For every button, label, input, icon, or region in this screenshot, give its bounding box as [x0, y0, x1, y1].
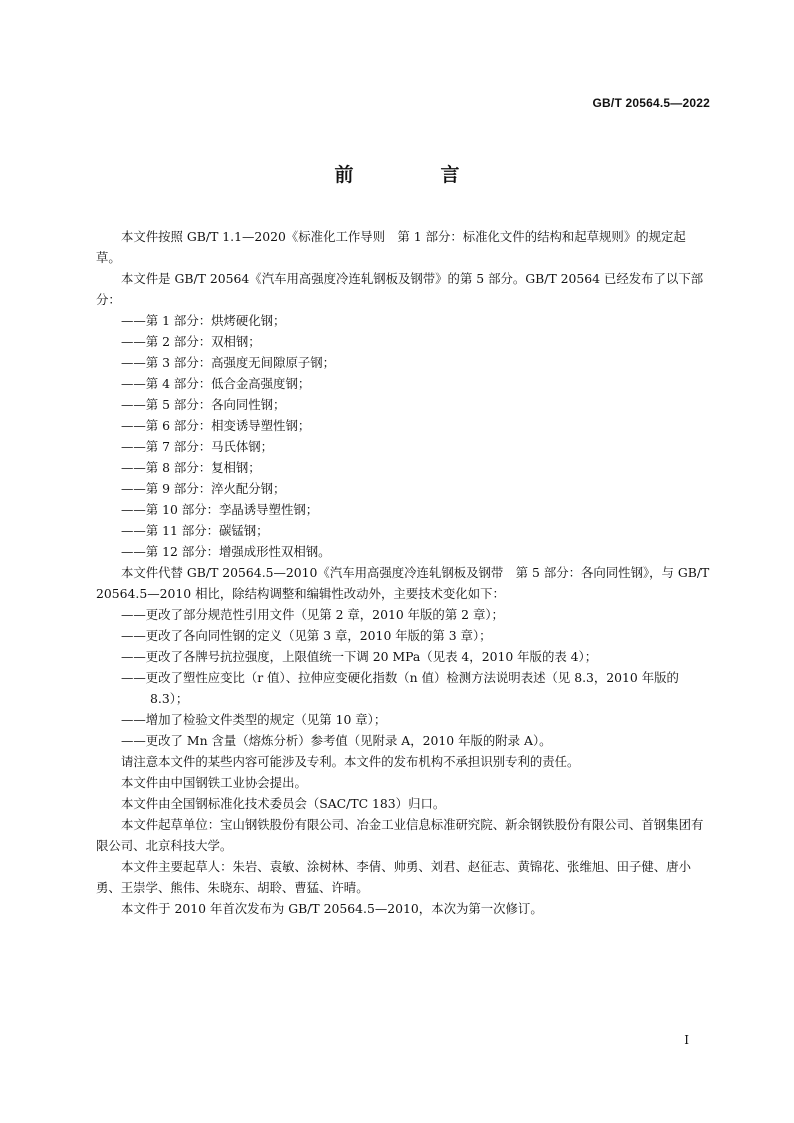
paragraph-drafting-units: 本文件起草单位：宝山钢铁股份有限公司、冶金工业信息标准研究院、新余钢铁股份有限公司、首钢集团有限公司、北京科技大学。: [96, 817, 704, 853]
list-item: ——更改了塑性应变比（r 值）、拉伸应变硬化指数（n 值）检测方法说明表述（见 8.3，2010 年版的 8.3）；: [121, 670, 679, 706]
page-number: I: [684, 1033, 689, 1047]
list-item: ——第 6 部分：相变诱导塑性钢；: [121, 418, 311, 433]
list-item: ——第 12 部分：增强成形性双相钢。: [121, 544, 331, 559]
list-item: ——更改了 Mn 含量（熔炼分析）参考值（见附录 A，2010 年版的附录 A）。: [121, 733, 552, 748]
list-item: ——更改了各向同性钢的定义（见第 3 章，2010 年版的第 3 章）；: [121, 628, 492, 643]
list-item: ——第 1 部分：烘烤硬化钢；: [121, 313, 286, 328]
page-title: 前 言: [334, 164, 494, 186]
paragraph-proposer: 本文件由中国钢铁工业协会提出。: [121, 775, 307, 790]
changes-list: [96, 604, 710, 751]
list-item: ——第 9 部分：淬火配分钢；: [121, 481, 286, 496]
foreword-body: [96, 226, 710, 919]
list-item: ——增加了检验文件类型的规定（见第 10 章）；: [121, 712, 387, 727]
list-item: ——第 5 部分：各向同性钢；: [121, 397, 286, 412]
paragraph-revision-history: 本文件于 2010 年首次发布为 GB/T 20564.5—2010，本次为第一次修订。: [121, 901, 543, 916]
paragraph-replacement: 本文件代替 GB/T 20564.5—2010《汽车用高强度冷连轧钢板及钢带 第 5 部分：各向同性钢》，与 GB/T 20564.5—2010 相比，除结构调整和编辑性改动外，主要技术变化如下：: [96, 565, 710, 601]
paragraph-patent-notice: 请注意本文件的某些内容可能涉及专利。本文件的发布机构不承担识别专利的责任。: [121, 754, 580, 769]
list-item: ——更改了各牌号抗拉强度，上限值统一下调 20 MPa（见表 4，2010 年版的表 4）；: [121, 649, 598, 664]
paragraph-series-parts: 本文件是 GB/T 20564《汽车用高强度冷连轧钢板及钢带》的第 5 部分。GB/T 20564 已经发布了以下部分：: [96, 271, 704, 307]
list-item: ——第 11 部分：碳锰钢；: [121, 523, 269, 538]
list-item: ——第 4 部分：低合金高强度钢；: [121, 376, 311, 391]
list-item: ——第 3 部分：高强度无间隙原子钢；: [121, 355, 336, 370]
list-item: ——第 2 部分：双相钢；: [121, 334, 261, 349]
list-item: ——第 10 部分：孪晶诱导塑性钢；: [121, 502, 319, 517]
standard-code-header: GB/T 20564.5—2022: [592, 96, 710, 110]
list-item: ——第 8 部分：复相钢；: [121, 460, 261, 475]
parts-list: [96, 310, 710, 562]
paragraph-drafting-rules: 本文件按照 GB/T 1.1—2020《标准化工作导则 第 1 部分：标准化文件的结构和起草规则》的规定起草。: [96, 229, 686, 265]
list-item: ——第 7 部分：马氏体钢；: [121, 439, 274, 454]
list-item: ——更改了部分规范性引用文件（见第 2 章，2010 年版的第 2 章）；: [121, 607, 504, 622]
paragraph-drafters: 本文件主要起草人：朱岩、袁敏、涂树林、李倩、帅勇、刘君、赵征志、黄锦花、张维旭、田子健、唐小勇、王崇学、熊伟、朱晓东、胡聆、曹猛、许晴。: [96, 859, 691, 895]
paragraph-technical-committee: 本文件由全国钢标准化技术委员会（SAC/TC 183）归口。: [121, 796, 446, 811]
